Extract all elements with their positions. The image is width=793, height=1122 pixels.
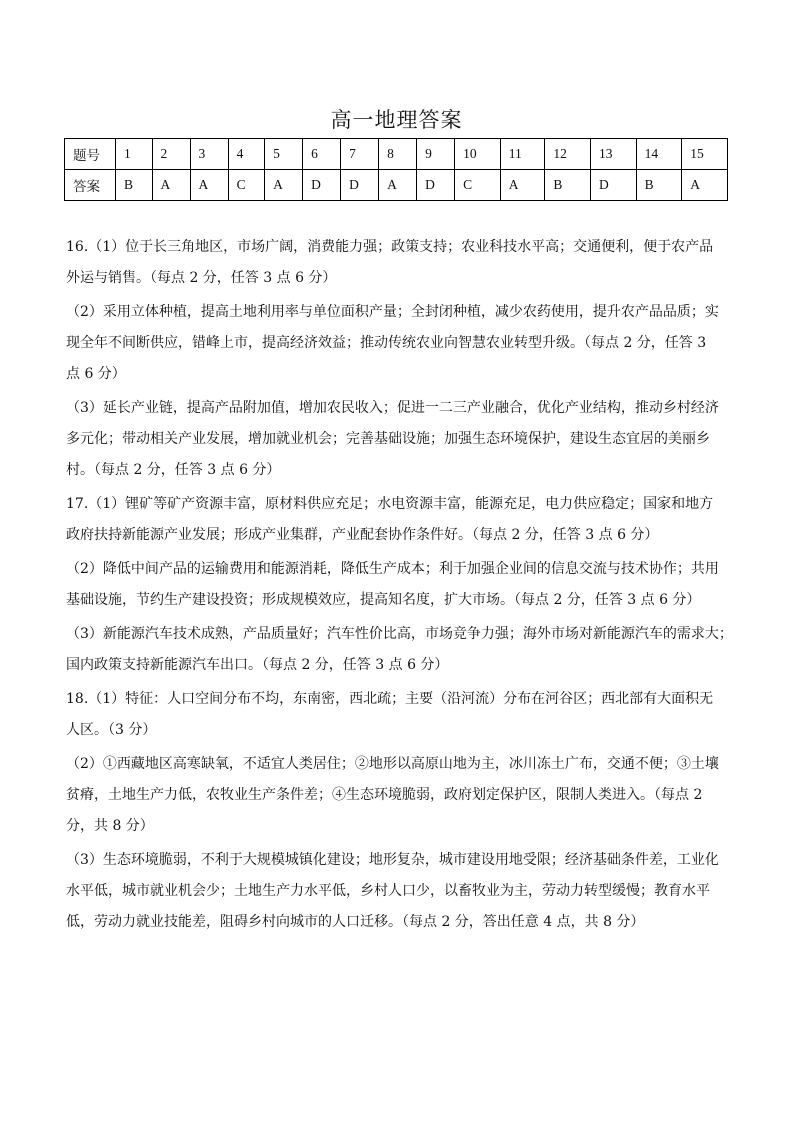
answer-cell: B	[545, 170, 591, 201]
question-number-cell: 4	[228, 139, 265, 170]
question-number-cell: 12	[545, 139, 591, 170]
answer-body	[66, 236, 736, 945]
question-number-cell: 8	[379, 139, 417, 170]
question-number-cell: 6	[303, 139, 341, 170]
answer-paragraph	[66, 301, 736, 394]
answer-row	[65, 170, 728, 201]
question-number-cell: 5	[265, 139, 303, 170]
text-line: 18.（1）特征：人口空间分布不均，东南密，西北疏；主要（沿河流）分布在河谷区；西北部有大面积无	[66, 691, 714, 707]
answer-cell: D	[591, 170, 637, 201]
text-line: 水平低，城市就业机会少；土地生产力水平低，乡村人口少，以畜牧业为主，劳动力转型缓慢；教育水平	[66, 883, 710, 899]
text-line: 低，劳动力就业技能差，阻碍乡村向城市的人口迁移。（每点 2 分，答出任意 4 点，共 8 分）	[66, 914, 645, 930]
page-title: 高一地理答案	[330, 108, 463, 132]
answer-cell: D	[303, 170, 341, 201]
answer-cell: D	[341, 170, 379, 201]
question-number-cell: 1	[116, 139, 153, 170]
row-label: 答案	[65, 170, 116, 201]
text-line: 国内政策支持新能源汽车出口。（每点 2 分，任答 3 点 6 分）	[66, 657, 449, 673]
answer-paragraph	[66, 688, 736, 750]
answer-cell: B	[636, 170, 682, 201]
text-line: （2）降低中间产品的运输费用和能源消耗，降低生产成本；利于加强企业间的信息交流与技术协作；共用	[66, 561, 719, 577]
answer-paragraph	[66, 623, 736, 685]
answer-cell: B	[116, 170, 153, 201]
text-line: （3）延长产业链，提高产品附加值，增加农民收入；促进一二三产业融合，优化产业结构，推动乡村经济	[66, 400, 719, 416]
text-line: 多元化；带动相关产业发展，增加就业机会；完善基础设施；加强生态环境保护，建设生态宜居的美丽乡	[66, 431, 710, 447]
text-line: 村。（每点 2 分，任答 3 点 6 分）	[66, 462, 281, 478]
text-line: 贫瘠，土地生产力低，农牧业生产条件差；④生态环境脆弱，政府划定保护区，限制人类进入。（每点 2	[66, 787, 703, 803]
text-line: 现全年不间断供应，错峰上市，提高经济效益；推动传统农业向智慧农业转型升级。（每点 2 分，任答 3	[66, 335, 707, 351]
question-number-cell: 9	[417, 139, 455, 170]
answer-cell: C	[455, 170, 501, 201]
answer-paragraph	[66, 493, 736, 555]
text-line: 点 6 分）	[66, 366, 126, 382]
row-label: 题号	[65, 139, 116, 170]
question-number-cell: 11	[500, 139, 545, 170]
answer-cell: A	[682, 170, 728, 201]
text-line: 基础设施，节约生产建设投资；形成规模效应，提高知名度，扩大市场。（每点 2 分，任答 3 点 6 分）	[66, 592, 701, 608]
question-number-cell: 14	[636, 139, 682, 170]
text-line: 人区。（3 分）	[66, 722, 157, 738]
question-number-cell: 2	[152, 139, 190, 170]
question-number-cell: 7	[341, 139, 379, 170]
text-line: 分，共 8 分）	[66, 818, 154, 834]
answer-paragraph	[66, 558, 736, 620]
question-number-cell: 15	[682, 139, 728, 170]
text-line: （2）采用立体种植，提高土地利用率与单位面积产量；全封闭种植，减少农药使用，提升农产品品质；实	[66, 304, 719, 320]
answer-cell: A	[265, 170, 303, 201]
text-line: （3）新能源汽车技术成熟，产品质量好；汽车性价比高，市场竞争力强；海外市场对新能源汽车的需求大；	[66, 626, 733, 642]
question-number-cell: 13	[591, 139, 637, 170]
text-line: （3）生态环境脆弱，不利于大规模城镇化建设；地形复杂，城市建设用地受限；经济基础条件差，工业化	[66, 852, 719, 868]
text-line: 外运与销售。（每点 2 分，任答 3 点 6 分）	[66, 270, 337, 286]
answer-paragraph	[66, 236, 736, 298]
answer-paragraph	[66, 849, 736, 942]
answer-paragraph	[66, 753, 736, 846]
question-number-cell: 3	[190, 139, 228, 170]
text-line: 16.（1）位于长三角地区，市场广阔，消费能力强；政策支持；农业科技水平高；交通便利，便于农产品	[66, 239, 714, 255]
answer-cell: A	[152, 170, 190, 201]
answer-table	[64, 138, 728, 201]
answer-cell: C	[228, 170, 265, 201]
answer-cell: D	[417, 170, 455, 201]
answer-paragraph	[66, 397, 736, 490]
answer-cell: A	[379, 170, 417, 201]
answer-cell: A	[500, 170, 545, 201]
answer-cell: A	[190, 170, 228, 201]
text-line: （2）①西藏地区高寒缺氧，不适宜人类居住；②地形以高原山地为主，冰川冻土广布，交通不便；③土壤	[66, 756, 719, 772]
text-line: 政府扶持新能源产业发展；形成产业集群，产业配套协作条件好。（每点 2 分，任答 3 点 6 分）	[66, 527, 659, 543]
question-number-cell: 10	[455, 139, 501, 170]
question-number-row	[65, 139, 728, 170]
text-line: 17.（1）锂矿等矿产资源丰富，原材料供应充足；水电资源丰富，能源充足，电力供应稳定；国家和地方	[66, 496, 714, 512]
